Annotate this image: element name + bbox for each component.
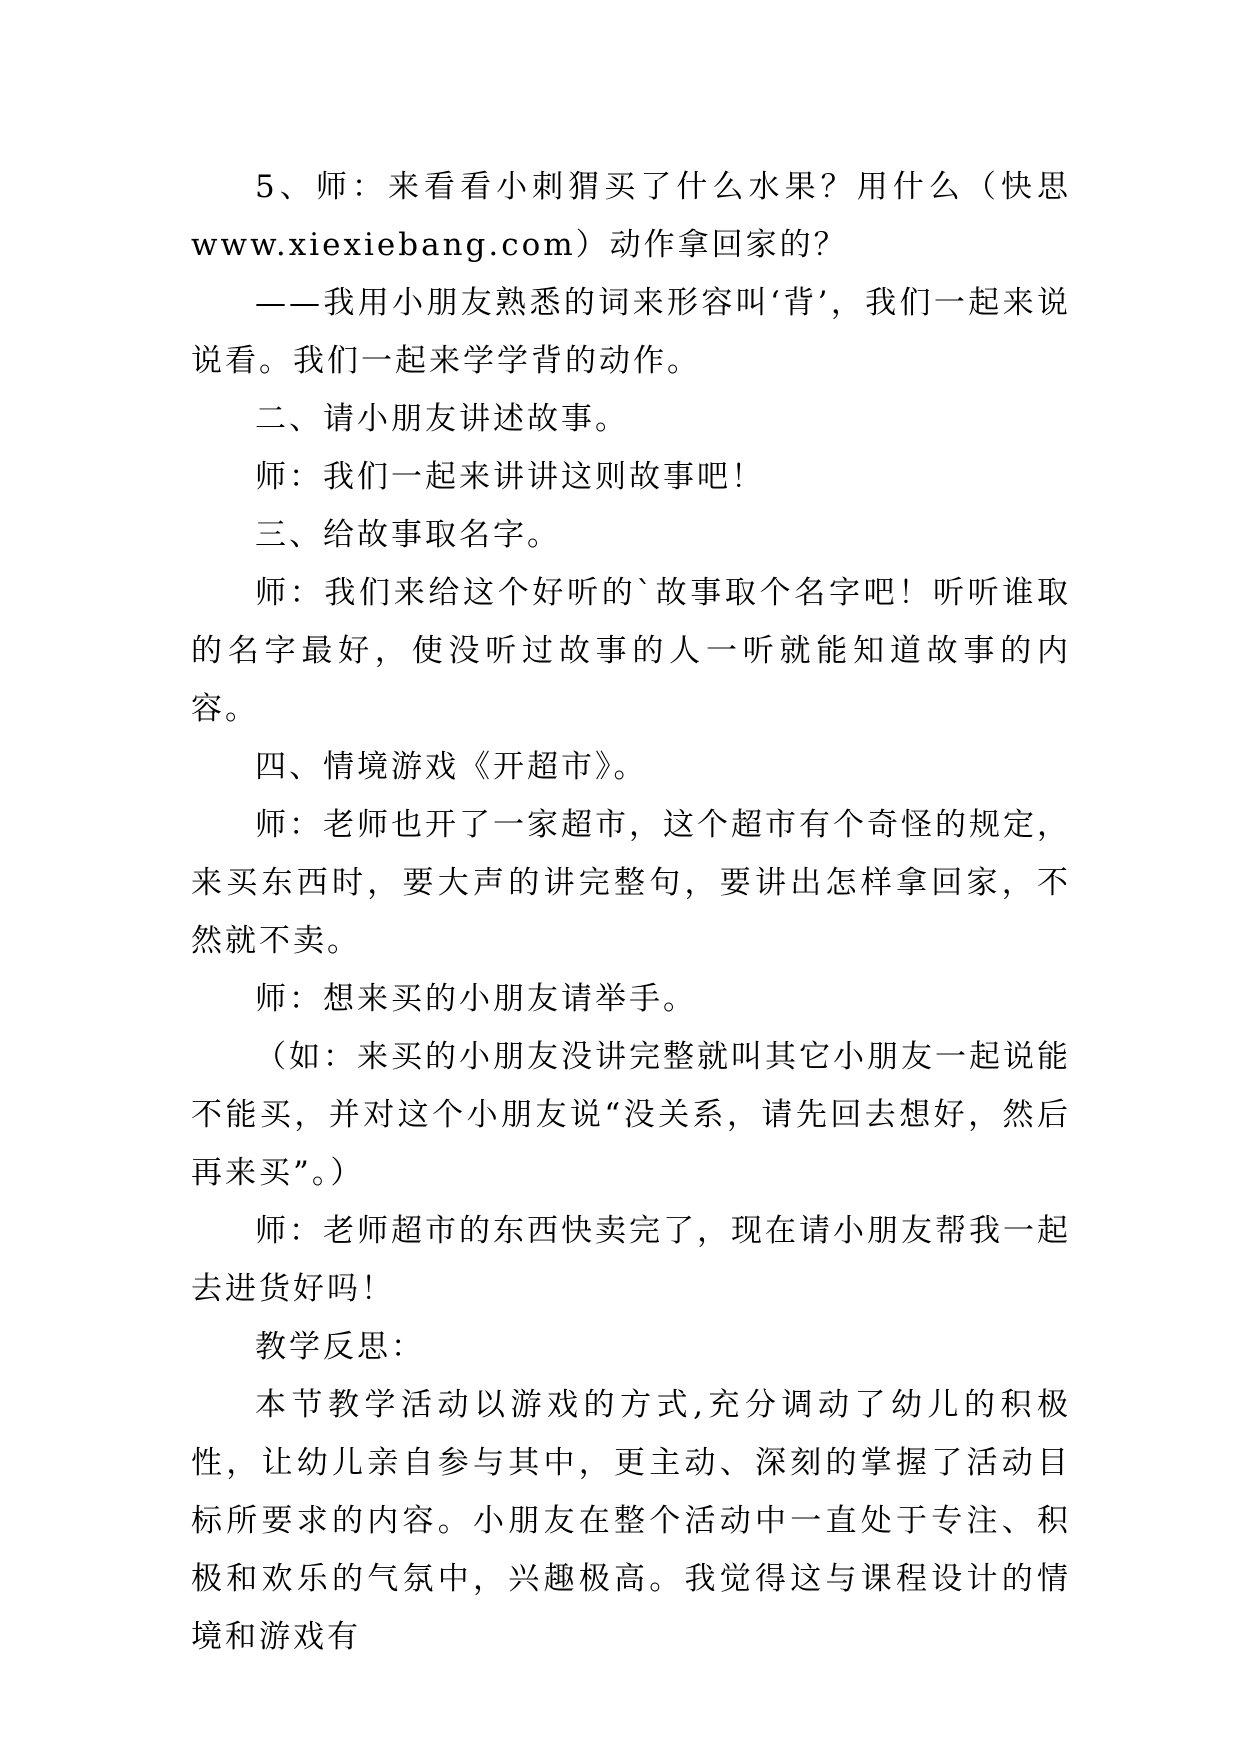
heading-reflection: 教学反思： bbox=[255, 1329, 425, 1365]
heading-supermarket-game: 四、情境游戏《开超市》。 bbox=[255, 749, 648, 785]
paragraph-name-story: 师：我们来给这个好听的`故事取个名字吧！听听谁取的名字最好，使没听过故事的人一听就能知道故事的内容。 bbox=[191, 575, 1071, 727]
paragraph-example: （如：来买的小朋友没讲完整就叫其它小朋友一起说能不能买，并对这个小朋友说“没关系，请先回去想好，然后再来买”。） bbox=[191, 1039, 1071, 1191]
paragraph-supermarket-rule: 师：老师也开了一家超市，这个超市有个奇怪的规定，来买东西时，要大声的讲完整句，要讲出怎样拿回家，不然就不卖。 bbox=[191, 807, 1071, 959]
paragraph-tell-together: 师：我们一起来讲讲这则故事吧！ bbox=[255, 459, 765, 495]
paragraph-reflection: 本节教学活动以游戏的方式,充分调动了幼儿的积极性，让幼儿亲自参与其中，更主动、深刻的掌握了活动目标所要求的内容。小朋友在整个活动中一直处于专注、积极和欢乐的气氛中，兴趣极高。我觉得这与课程设计的情境和游戏有 bbox=[191, 1387, 1071, 1655]
heading-retell-story: 二、请小朋友讲述故事。 bbox=[255, 401, 629, 437]
paragraph-fruit-question: 5、师：来看看小刺猬买了什么水果？用什么（快思 www.xiexiebang.com）动作拿回家的？ bbox=[191, 169, 1071, 263]
paragraph-restock: 师：老师超市的东西快卖完了，现在请小朋友帮我一起去进货好吗！ bbox=[191, 1213, 1071, 1307]
paragraph-carry-action: ——我用小朋友熟悉的词来形容叫‘背’，我们一起来说说看。我们一起来学学背的动作。 bbox=[191, 285, 1071, 379]
heading-name-story: 三、给故事取名字。 bbox=[255, 517, 561, 553]
paragraph-raise-hand: 师：想来买的小朋友请举手。 bbox=[255, 981, 697, 1017]
document-body bbox=[191, 158, 1071, 1666]
